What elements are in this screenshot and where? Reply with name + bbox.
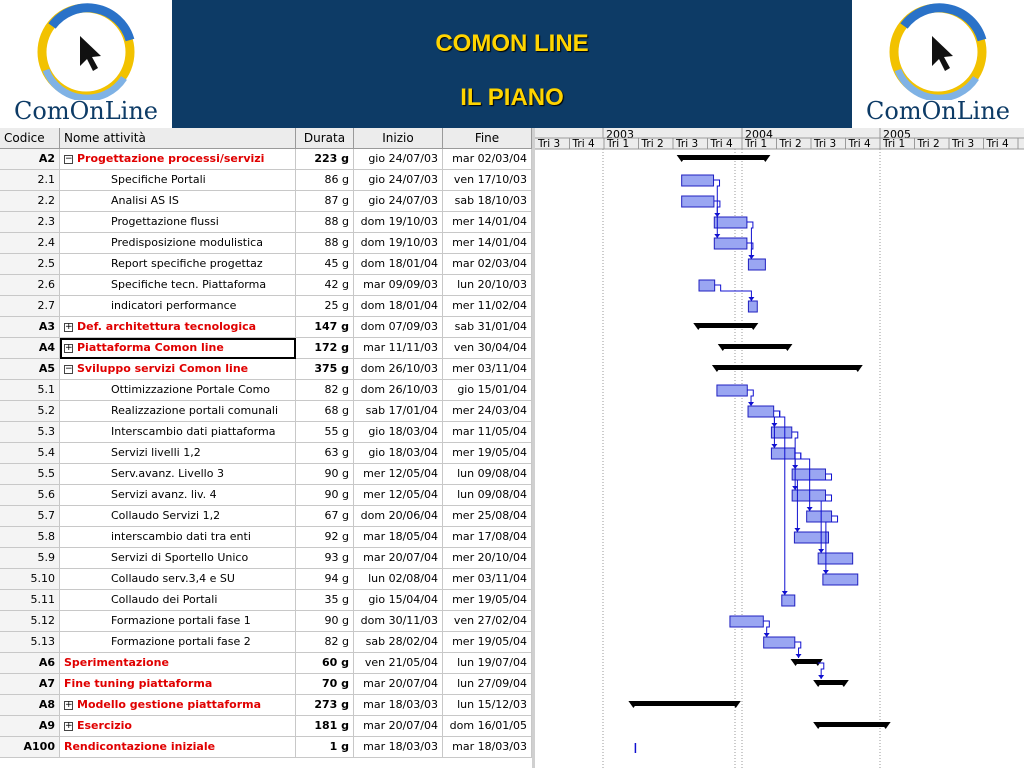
table-row[interactable] — [0, 254, 532, 275]
task-start: dom 18/01/04 — [354, 296, 443, 317]
task-start: lun 02/08/04 — [354, 569, 443, 590]
dependency-arrow — [771, 444, 777, 448]
expand-icon[interactable]: + — [65, 321, 73, 332]
timescale-quarter: Tri 1 — [883, 138, 906, 150]
table-row[interactable] — [0, 632, 532, 653]
task-name: Serv.avanz. Livello 3 — [111, 467, 224, 480]
task-end: lun 20/10/03 — [443, 275, 532, 296]
table-row[interactable] — [0, 212, 532, 233]
task-name-cell[interactable] — [60, 422, 296, 443]
task-end: mer 14/01/04 — [443, 233, 532, 254]
task-bar — [682, 196, 714, 207]
task-bar — [823, 574, 858, 585]
page-title: COMON LINE — [435, 30, 589, 57]
task-duration: 147 g — [296, 317, 354, 338]
task-code: A8 — [0, 695, 60, 716]
timescale-quarter: Tri 2 — [917, 138, 940, 150]
task-code: A2 — [0, 149, 60, 170]
task-name-cell[interactable] — [60, 317, 296, 338]
task-name: Formazione portali fase 2 — [111, 635, 251, 648]
task-start: dom 19/10/03 — [354, 212, 443, 233]
task-name: Collaudo serv.3,4 e SU — [111, 572, 235, 585]
task-duration: 90 g — [296, 485, 354, 506]
table-row[interactable] — [0, 317, 532, 338]
task-duration: 88 g — [296, 233, 354, 254]
task-start: mar 09/09/03 — [354, 275, 443, 296]
task-end: mar 17/08/04 — [443, 527, 532, 548]
page-subtitle: IL PIANO — [460, 84, 564, 111]
task-name: Modello gestione piattaforma — [77, 698, 262, 711]
task-start: mer 12/05/04 — [354, 485, 443, 506]
task-end: mer 20/10/04 — [443, 548, 532, 569]
task-duration: 87 g — [296, 191, 354, 212]
timescale-quarter: Tri 4 — [986, 138, 1009, 150]
task-name: Rendicontazione iniziale — [64, 740, 216, 753]
task-code: 2.3 — [0, 212, 60, 233]
timescale-quarter: Tri 2 — [641, 138, 664, 150]
task-code: 5.13 — [0, 632, 60, 653]
task-name: Sperimentazione — [64, 656, 169, 669]
task-start: mar 18/03/03 — [354, 695, 443, 716]
column-header-end[interactable]: Fine — [443, 128, 532, 149]
task-start: gio 18/03/04 — [354, 443, 443, 464]
task-name: interscambio dati tra enti — [111, 530, 251, 543]
task-code: A100 — [0, 737, 60, 758]
expand-icon[interactable]: + — [65, 699, 73, 710]
table-row[interactable] — [0, 674, 532, 695]
task-code: 5.5 — [0, 464, 60, 485]
dependency-arrow — [714, 234, 720, 238]
task-duration: 68 g — [296, 401, 354, 422]
dependency-arrow — [764, 633, 770, 637]
task-name-cell[interactable] — [60, 170, 296, 191]
task-name-cell[interactable] — [60, 464, 296, 485]
task-name: Analisi AS IS — [111, 194, 179, 207]
task-start: mar 20/07/04 — [354, 674, 443, 695]
task-start: mar 18/05/04 — [354, 527, 443, 548]
table-row[interactable] — [0, 380, 532, 401]
column-header-name[interactable]: Nome attività — [60, 128, 296, 149]
task-name-cell[interactable] — [60, 632, 296, 653]
task-name: Sviluppo servizi Comon line — [77, 362, 249, 375]
task-name-cell[interactable] — [60, 737, 296, 758]
task-name-cell[interactable] — [60, 359, 296, 380]
collapse-icon[interactable]: − — [65, 153, 73, 164]
task-end: mer 19/05/04 — [443, 590, 532, 611]
task-name: Specifiche Portali — [111, 173, 206, 186]
task-bar — [717, 385, 747, 396]
task-code: 5.9 — [0, 548, 60, 569]
task-end: lun 09/08/04 — [443, 464, 532, 485]
summary-bar — [698, 323, 753, 328]
task-code: 2.6 — [0, 275, 60, 296]
task-name: Formazione portali fase 1 — [111, 614, 251, 627]
logo-text: ComOnLine — [866, 97, 1010, 125]
task-duration: 1 g — [296, 737, 354, 758]
logo-text: ComOnLine — [14, 97, 158, 125]
task-name: Realizzazione portali comunali — [111, 404, 279, 417]
task-name-cell[interactable] — [60, 548, 296, 569]
task-start: gio 18/03/04 — [354, 422, 443, 443]
task-end: sab 18/10/03 — [443, 191, 532, 212]
task-name: Progettazione flussi — [111, 215, 219, 228]
table-row[interactable] — [0, 590, 532, 611]
task-name-cell[interactable] — [60, 527, 296, 548]
timescale-year: 2003 — [606, 128, 634, 141]
timescale-quarter: Tri 4 — [848, 138, 871, 150]
task-duration: 45 g — [296, 254, 354, 275]
task-name-cell[interactable] — [60, 149, 296, 170]
task-duration: 273 g — [296, 695, 354, 716]
task-name-cell[interactable] — [60, 191, 296, 212]
dependency-link — [747, 222, 753, 259]
task-duration: 181 g — [296, 716, 354, 737]
task-end: lun 27/09/04 — [443, 674, 532, 695]
task-duration: 25 g — [296, 296, 354, 317]
task-name-cell[interactable] — [60, 296, 296, 317]
table-row[interactable] — [0, 422, 532, 443]
task-code: 5.10 — [0, 569, 60, 590]
task-code: 5.12 — [0, 611, 60, 632]
task-bar — [748, 259, 765, 270]
task-duration: 375 g — [296, 359, 354, 380]
task-start: sab 28/02/04 — [354, 632, 443, 653]
collapse-icon[interactable]: − — [65, 363, 73, 374]
task-start: mar 18/03/03 — [354, 737, 443, 758]
table-row[interactable] — [0, 653, 532, 674]
task-name: Servizi di Sportello Unico — [111, 551, 249, 564]
task-end: mar 02/03/04 — [443, 254, 532, 275]
task-duration: 90 g — [296, 611, 354, 632]
task-code: A9 — [0, 716, 60, 737]
task-name: Esercizio — [77, 719, 132, 732]
task-start: dom 26/10/03 — [354, 359, 443, 380]
task-duration: 94 g — [296, 569, 354, 590]
table-row[interactable] — [0, 527, 532, 548]
task-name-cell[interactable] — [60, 443, 296, 464]
task-start: sab 17/01/04 — [354, 401, 443, 422]
task-code: 2.7 — [0, 296, 60, 317]
task-name-cell[interactable] — [60, 401, 296, 422]
task-duration: 172 g — [296, 338, 354, 359]
task-name-cell[interactable] — [60, 212, 296, 233]
table-row[interactable] — [0, 548, 532, 569]
task-start: mar 20/07/04 — [354, 548, 443, 569]
task-bar — [764, 637, 795, 648]
task-name-cell[interactable] — [60, 674, 296, 695]
task-code: 2.5 — [0, 254, 60, 275]
task-duration: 92 g — [296, 527, 354, 548]
task-name-cell[interactable] — [60, 716, 296, 737]
table-row[interactable] — [0, 338, 532, 359]
task-name-cell[interactable] — [60, 569, 296, 590]
column-header-duration[interactable]: Durata — [296, 128, 354, 149]
logo-emblem-icon — [852, 0, 1024, 100]
task-name-cell[interactable] — [60, 506, 296, 527]
task-name: Interscambio dati piattaforma — [111, 425, 276, 438]
task-code: 2.2 — [0, 191, 60, 212]
task-bar — [699, 280, 715, 291]
task-duration: 90 g — [296, 464, 354, 485]
task-name-cell[interactable] — [60, 338, 296, 359]
task-code: 2.1 — [0, 170, 60, 191]
dependency-arrow — [823, 570, 829, 574]
task-name-cell[interactable] — [60, 233, 296, 254]
task-start: ven 21/05/04 — [354, 653, 443, 674]
table-row[interactable] — [0, 485, 532, 506]
task-code: A6 — [0, 653, 60, 674]
task-name-cell[interactable] — [60, 254, 296, 275]
task-name: Def. architettura tecnologica — [77, 320, 257, 333]
task-end: mer 03/11/04 — [443, 359, 532, 380]
table-row[interactable] — [0, 359, 532, 380]
timescale-quarter: Tri 1 — [745, 138, 768, 150]
task-start: gio 15/04/04 — [354, 590, 443, 611]
task-code: 5.7 — [0, 506, 60, 527]
task-code: 5.1 — [0, 380, 60, 401]
task-bar — [748, 301, 757, 312]
timescale-quarter: Tri 1 — [607, 138, 630, 150]
dependency-arrow — [796, 654, 802, 658]
task-duration: 82 g — [296, 380, 354, 401]
task-code: 5.4 — [0, 443, 60, 464]
table-row[interactable] — [0, 149, 532, 170]
task-duration: 93 g — [296, 548, 354, 569]
dependency-link — [797, 474, 831, 532]
task-end: mer 03/11/04 — [443, 569, 532, 590]
task-end: mer 19/05/04 — [443, 443, 532, 464]
task-code: 2.4 — [0, 233, 60, 254]
task-end: mer 19/05/04 — [443, 632, 532, 653]
task-end: sab 31/01/04 — [443, 317, 532, 338]
table-row[interactable] — [0, 443, 532, 464]
task-start: mar 20/07/04 — [354, 716, 443, 737]
dependency-arrow — [748, 297, 754, 301]
task-start: dom 07/09/03 — [354, 317, 443, 338]
task-bar — [782, 595, 795, 606]
task-name-cell[interactable] — [60, 380, 296, 401]
table-row[interactable] — [0, 737, 532, 758]
task-start: gio 24/07/03 — [354, 191, 443, 212]
task-end: ven 27/02/04 — [443, 611, 532, 632]
task-name: Servizi livelli 1,2 — [111, 446, 201, 459]
task-bar — [794, 532, 828, 543]
column-header-start[interactable]: Inizio — [354, 128, 443, 149]
dependency-link — [826, 516, 838, 574]
dependency-arrow — [807, 507, 813, 511]
table-row[interactable] — [0, 191, 532, 212]
task-start: gio 24/07/03 — [354, 170, 443, 191]
task-end: gio 15/01/04 — [443, 380, 532, 401]
dependency-arrow — [782, 591, 788, 595]
task-code: 5.11 — [0, 590, 60, 611]
task-end: lun 19/07/04 — [443, 653, 532, 674]
dependency-link — [715, 285, 752, 301]
task-duration: 55 g — [296, 422, 354, 443]
table-row[interactable] — [0, 170, 532, 191]
dependency-arrow — [748, 255, 754, 259]
task-start: mer 12/05/04 — [354, 464, 443, 485]
timescale-year: 2004 — [745, 128, 773, 141]
task-duration: 88 g — [296, 212, 354, 233]
task-name: Specifiche tecn. Piattaforma — [111, 278, 267, 291]
dependency-arrow — [818, 549, 824, 553]
task-name-cell[interactable] — [60, 275, 296, 296]
task-name: indicatori performance — [111, 299, 237, 312]
task-end: mer 14/01/04 — [443, 212, 532, 233]
timescale-quarter: Tri 2 — [779, 138, 802, 150]
task-end: mar 02/03/04 — [443, 149, 532, 170]
task-duration: 223 g — [296, 149, 354, 170]
timescale-quarter: Tri 4 — [710, 138, 733, 150]
task-end: ven 17/10/03 — [443, 170, 532, 191]
task-name-cell[interactable] — [60, 653, 296, 674]
task-start: dom 30/11/03 — [354, 611, 443, 632]
task-name: Fine tuning piattaforma — [64, 677, 213, 690]
summary-bar — [723, 344, 788, 349]
dependency-arrow — [794, 528, 800, 532]
task-start: dom 26/10/03 — [354, 380, 443, 401]
dependency-arrow — [818, 675, 824, 679]
task-name: Progettazione processi/servizi — [77, 152, 265, 165]
task-bar — [714, 238, 747, 249]
table-row[interactable] — [0, 611, 532, 632]
timescale-quarter: Tri 3 — [538, 138, 561, 150]
task-duration: 60 g — [296, 653, 354, 674]
task-table — [0, 128, 532, 768]
task-code: 5.3 — [0, 422, 60, 443]
task-name: Predisposizione modulistica — [111, 236, 263, 249]
task-name-cell[interactable] — [60, 485, 296, 506]
task-end: mer 25/08/04 — [443, 506, 532, 527]
task-code: A5 — [0, 359, 60, 380]
table-row[interactable] — [0, 275, 532, 296]
task-name: Report specifiche progettaz — [111, 257, 263, 270]
task-name: Collaudo dei Portali — [111, 593, 218, 606]
task-name-cell[interactable] — [60, 695, 296, 716]
task-name: Ottimizzazione Portale Como — [111, 383, 270, 396]
expand-icon[interactable]: + — [65, 720, 73, 731]
summary-bar — [633, 701, 735, 706]
task-end: dom 16/01/05 — [443, 716, 532, 737]
task-duration: 67 g — [296, 506, 354, 527]
summary-bar — [682, 155, 766, 160]
table-row[interactable] — [0, 695, 532, 716]
task-code: 5.8 — [0, 527, 60, 548]
task-name: Servizi avanz. liv. 4 — [111, 488, 217, 501]
expand-icon[interactable]: + — [65, 342, 73, 353]
task-end: ven 30/04/04 — [443, 338, 532, 359]
task-start: mar 11/11/03 — [354, 338, 443, 359]
task-bar — [682, 175, 714, 186]
task-end: mer 24/03/04 — [443, 401, 532, 422]
task-duration: 82 g — [296, 632, 354, 653]
task-bar — [807, 511, 832, 522]
dependency-link — [774, 411, 785, 595]
task-code: A7 — [0, 674, 60, 695]
logo-left — [0, 0, 172, 128]
task-start: gio 24/07/03 — [354, 149, 443, 170]
table-row[interactable] — [0, 716, 532, 737]
column-header-code[interactable]: Codice — [0, 128, 60, 149]
task-name: Piattaforma Comon line — [77, 341, 224, 354]
task-code: 5.6 — [0, 485, 60, 506]
task-end: mar 18/03/03 — [443, 737, 532, 758]
dependency-arrow — [748, 402, 754, 406]
task-end: lun 15/12/03 — [443, 695, 532, 716]
task-name: Collaudo Servizi 1,2 — [111, 509, 221, 522]
task-duration: 42 g — [296, 275, 354, 296]
task-start: dom 18/01/04 — [354, 254, 443, 275]
table-row[interactable] — [0, 233, 532, 254]
logo-emblem-icon — [0, 0, 172, 100]
task-code: 5.2 — [0, 401, 60, 422]
task-bar — [771, 448, 794, 459]
task-end: lun 09/08/04 — [443, 485, 532, 506]
dependency-link — [714, 180, 720, 217]
task-duration: 63 g — [296, 443, 354, 464]
table-row[interactable] — [0, 401, 532, 422]
task-bar — [748, 406, 774, 417]
summary-bar — [717, 365, 858, 370]
task-name-cell[interactable] — [60, 590, 296, 611]
timescale-quarter: Tri 3 — [814, 138, 837, 150]
task-start: dom 20/06/04 — [354, 506, 443, 527]
task-code: A3 — [0, 317, 60, 338]
logo-right — [852, 0, 1024, 128]
timescale-quarter: Tri 3 — [676, 138, 699, 150]
task-start: dom 19/10/03 — [354, 233, 443, 254]
task-end: mer 11/02/04 — [443, 296, 532, 317]
task-name-cell[interactable] — [60, 611, 296, 632]
task-code: A4 — [0, 338, 60, 359]
table-row[interactable] — [0, 296, 532, 317]
timescale-quarter: Tri 3 — [952, 138, 975, 150]
table-row[interactable] — [0, 464, 532, 485]
task-end: mar 11/05/04 — [443, 422, 532, 443]
task-bar — [714, 217, 747, 228]
table-row[interactable] — [0, 506, 532, 527]
task-bar — [730, 616, 763, 627]
task-duration: 86 g — [296, 170, 354, 191]
task-duration: 70 g — [296, 674, 354, 695]
timescale-quarter: Tri 4 — [572, 138, 595, 150]
table-row[interactable] — [0, 569, 532, 590]
gantt-chart — [535, 128, 1024, 768]
task-duration: 35 g — [296, 590, 354, 611]
task-bar — [792, 469, 825, 480]
task-bar — [818, 553, 853, 564]
summary-bar — [818, 722, 885, 727]
timescale-year: 2005 — [883, 128, 911, 141]
